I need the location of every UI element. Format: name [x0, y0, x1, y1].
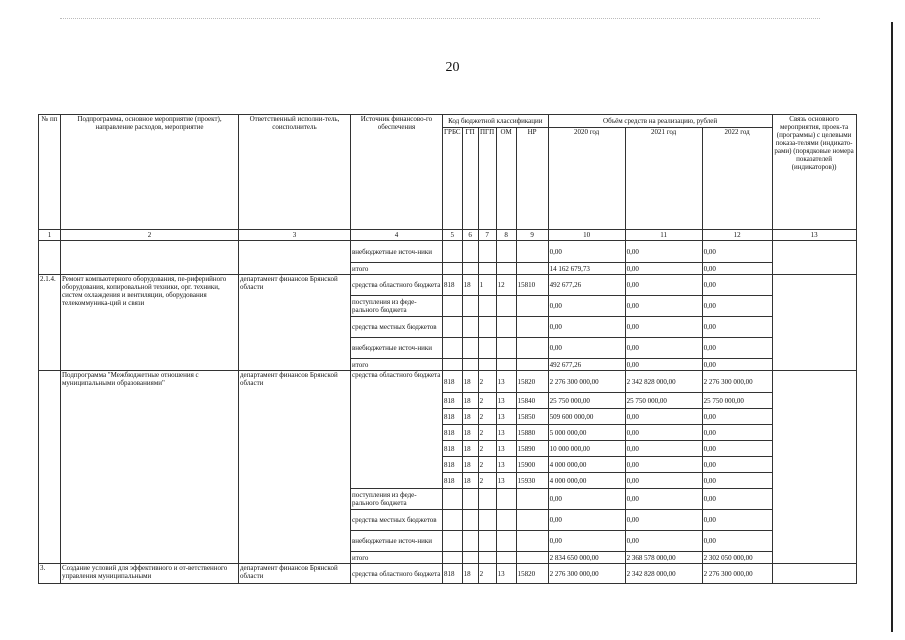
value-2021: 0,00 [625, 359, 702, 371]
value-2020: 0,00 [548, 510, 625, 531]
value-2022: 0,00 [702, 409, 772, 425]
value-2020: 14 162 679,73 [548, 263, 625, 275]
header-link: Связь основного мероприятия, проек-та (программы) с целевыми показа-телями (индикато-рами) (порядковые номера показателей (индикаторов)) [772, 115, 856, 230]
page-number: 20 [445, 60, 460, 75]
gp-cell: 18 [462, 393, 478, 409]
value-2020: 2 276 300 000,00 [548, 564, 625, 584]
value-2020: 0,00 [548, 241, 625, 263]
value-2021: 0,00 [625, 489, 702, 510]
nr-cell: 15880 [516, 425, 548, 441]
value-2021: 0,00 [625, 275, 702, 296]
header-grbs: ГРБС [443, 128, 463, 230]
source-cell: итого [351, 263, 443, 275]
value-2022: 0,00 [702, 241, 772, 263]
value-2021: 0,00 [625, 263, 702, 275]
source-cell: внебюджетные источ-ники [351, 338, 443, 359]
value-2022: 0,00 [702, 317, 772, 338]
gp-cell: 18 [462, 425, 478, 441]
nr-cell: 15810 [516, 275, 548, 296]
col-num: 12 [702, 230, 772, 241]
value-2021: 0,00 [625, 409, 702, 425]
value-2020: 10 000 000,00 [548, 441, 625, 457]
source-cell: средства областного бюджета [351, 371, 443, 489]
program-name: Подпрограмма "Межбюджетные отношения с муниципальными образованиями" [61, 371, 239, 564]
header-volume: Объём средств на реализацию, рублей [548, 115, 772, 128]
value-2020: 5 000 000,00 [548, 425, 625, 441]
om-cell: 13 [496, 457, 516, 473]
value-2021: 25 750 000,00 [625, 393, 702, 409]
grbs-cell: 818 [443, 275, 463, 296]
value-2022: 0,00 [702, 457, 772, 473]
row-number: 2.1.4. [39, 275, 61, 371]
value-2022: 0,00 [702, 359, 772, 371]
grbs-cell: 818 [443, 564, 463, 584]
value-2020: 25 750 000,00 [548, 393, 625, 409]
table-row [39, 564, 857, 584]
gp-cell: 18 [462, 473, 478, 489]
header-source: Источник финансово-го обеспечения [351, 115, 443, 230]
program-name: Ремонт компьютерного оборудования, пе-риферийного оборудования, копировальной техники, орг. техники, систем охлаждения и вентиляции, оборудования телекоммуника-ций и связи [61, 275, 239, 371]
value-2021: 0,00 [625, 317, 702, 338]
value-2021: 2 368 578 000,00 [625, 552, 702, 564]
value-2021: 0,00 [625, 473, 702, 489]
header-2020: 2020 год [548, 128, 625, 230]
nr-cell: 15840 [516, 393, 548, 409]
header-2021: 2021 год [625, 128, 702, 230]
value-2021: 0,00 [625, 241, 702, 263]
nr-cell: 15820 [516, 371, 548, 393]
pgp-cell: 1 [478, 275, 496, 296]
nr-cell: 15900 [516, 457, 548, 473]
om-cell: 13 [496, 409, 516, 425]
grbs-cell: 818 [443, 441, 463, 457]
om-cell: 13 [496, 473, 516, 489]
source-cell: средства местных бюджетов [351, 317, 443, 338]
col-num: 6 [462, 230, 478, 241]
pgp-cell: 2 [478, 371, 496, 393]
value-2022: 0,00 [702, 296, 772, 317]
grbs-cell: 818 [443, 409, 463, 425]
value-2022: 0,00 [702, 510, 772, 531]
source-cell: итого [351, 552, 443, 564]
grbs-cell: 818 [443, 425, 463, 441]
gp-cell: 18 [462, 564, 478, 584]
col-num: 7 [478, 230, 496, 241]
nr-cell: 15820 [516, 564, 548, 584]
pgp-cell: 2 [478, 457, 496, 473]
col-num: 9 [516, 230, 548, 241]
om-cell: 12 [496, 275, 516, 296]
value-2020: 0,00 [548, 317, 625, 338]
value-2021: 0,00 [625, 296, 702, 317]
nr-cell: 15930 [516, 473, 548, 489]
header-no: № пп [39, 115, 61, 230]
scan-top-dots [60, 18, 820, 19]
responsible-cell: департамент финансов Брянской области [239, 564, 351, 584]
scan-edge-line [891, 22, 893, 632]
value-2021: 0,00 [625, 425, 702, 441]
grbs-cell: 818 [443, 457, 463, 473]
source-cell: средства местных бюджетов [351, 510, 443, 531]
value-2022: 0,00 [702, 473, 772, 489]
pgp-cell: 2 [478, 441, 496, 457]
col-num: 4 [351, 230, 443, 241]
value-2021: 0,00 [625, 441, 702, 457]
source-cell: внебюджетные источ-ники [351, 241, 443, 263]
budget-table [38, 114, 857, 584]
header-responsible: Ответственный исполни-тель, соисполнитель [239, 115, 351, 230]
value-2022: 0,00 [702, 263, 772, 275]
pgp-cell: 2 [478, 473, 496, 489]
program-name: Создание условий для эффективного и от-ветственного управления муниципальными [61, 564, 239, 584]
source-cell: внебюджетные источ-ники [351, 531, 443, 552]
source-cell: средства областного бюджета [351, 275, 443, 296]
col-num: 5 [443, 230, 463, 241]
col-num: 13 [772, 230, 856, 241]
header-program: Подпрограмма, основное мероприятие (проект), направление расходов, мероприятие [61, 115, 239, 230]
header-nr: НР [516, 128, 548, 230]
om-cell: 13 [496, 425, 516, 441]
gp-cell: 18 [462, 441, 478, 457]
column-numbers-row [39, 230, 857, 241]
om-cell: 13 [496, 564, 516, 584]
value-2020: 4 000 000,00 [548, 473, 625, 489]
col-num: 10 [548, 230, 625, 241]
gp-cell: 18 [462, 409, 478, 425]
col-num: 1 [39, 230, 61, 241]
grbs-cell: 818 [443, 393, 463, 409]
table-row [39, 241, 857, 263]
value-2020: 0,00 [548, 296, 625, 317]
om-cell: 13 [496, 371, 516, 393]
value-2022: 0,00 [702, 441, 772, 457]
value-2022: 2 276 300 000,00 [702, 564, 772, 584]
value-2022: 0,00 [702, 338, 772, 359]
table-row [39, 371, 857, 393]
nr-cell: 15890 [516, 441, 548, 457]
value-2022: 0,00 [702, 489, 772, 510]
gp-cell: 18 [462, 371, 478, 393]
gp-cell: 18 [462, 457, 478, 473]
value-2021: 0,00 [625, 510, 702, 531]
grbs-cell: 818 [443, 371, 463, 393]
nr-cell: 15850 [516, 409, 548, 425]
om-cell: 13 [496, 441, 516, 457]
value-2021: 0,00 [625, 457, 702, 473]
value-2021: 2 342 828 000,00 [625, 564, 702, 584]
pgp-cell: 2 [478, 409, 496, 425]
header-om: ОМ [496, 128, 516, 230]
source-cell: поступления из феде-рального бюджета [351, 489, 443, 510]
value-2020: 0,00 [548, 531, 625, 552]
col-num: 3 [239, 230, 351, 241]
value-2022: 0,00 [702, 275, 772, 296]
col-num: 8 [496, 230, 516, 241]
grbs-cell: 818 [443, 473, 463, 489]
value-2020: 492 677,26 [548, 359, 625, 371]
value-2022: 25 750 000,00 [702, 393, 772, 409]
pgp-cell: 2 [478, 393, 496, 409]
value-2020: 0,00 [548, 338, 625, 359]
col-num: 11 [625, 230, 702, 241]
pgp-cell: 2 [478, 564, 496, 584]
row-number: 3. [39, 564, 61, 584]
col-num: 2 [61, 230, 239, 241]
value-2020: 2 834 650 000,00 [548, 552, 625, 564]
value-2020: 492 677,26 [548, 275, 625, 296]
value-2022: 0,00 [702, 531, 772, 552]
responsible-cell: департамент финансов Брянской области [239, 275, 351, 371]
value-2020: 2 276 300 000,00 [548, 371, 625, 393]
header-2022: 2022 год [702, 128, 772, 230]
source-cell: поступления из феде-рального бюджета [351, 296, 443, 317]
pgp-cell: 2 [478, 425, 496, 441]
om-cell: 13 [496, 393, 516, 409]
value-2022: 2 276 300 000,00 [702, 371, 772, 393]
source-cell: средства областного бюджета [351, 564, 443, 584]
source-cell: итого [351, 359, 443, 371]
value-2021: 0,00 [625, 338, 702, 359]
gp-cell: 18 [462, 275, 478, 296]
value-2021: 0,00 [625, 531, 702, 552]
value-2020: 0,00 [548, 489, 625, 510]
header-budget-code: Код бюджетной классификации [443, 115, 549, 128]
header-gp: ГП [462, 128, 478, 230]
value-2021: 2 342 828 000,00 [625, 371, 702, 393]
value-2022: 2 302 050 000,00 [702, 552, 772, 564]
header-pgp: ПГП [478, 128, 496, 230]
value-2020: 4 000 000,00 [548, 457, 625, 473]
responsible-cell: департамент финансов Брянской области [239, 371, 351, 564]
value-2020: 509 600 000,00 [548, 409, 625, 425]
value-2022: 0,00 [702, 425, 772, 441]
table-row [39, 275, 857, 296]
